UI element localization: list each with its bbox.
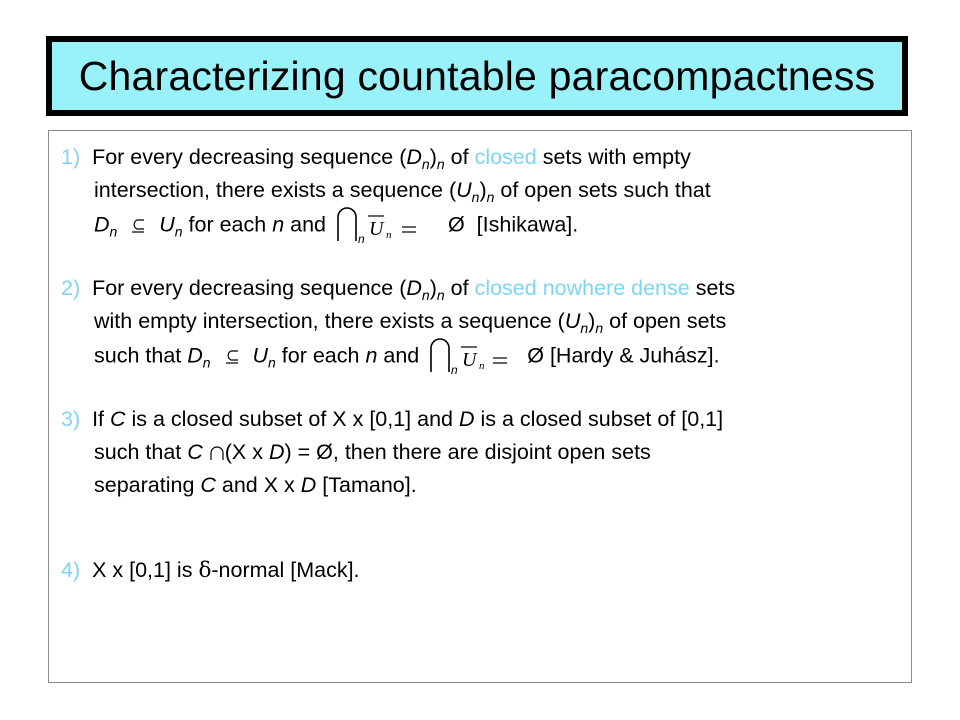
item-text: ) = Ø, then there are disjoint open sets xyxy=(284,440,651,464)
item-number: 4) xyxy=(61,558,81,582)
var-d: D xyxy=(406,276,422,300)
empty-set-symbol: Ø xyxy=(527,343,544,368)
item-number: 1) xyxy=(61,145,81,169)
item-text: such that xyxy=(94,343,188,368)
item-text: sets with empty xyxy=(536,145,691,169)
var-d: D xyxy=(94,212,110,237)
var-d: D xyxy=(187,343,203,368)
item-text: of open sets xyxy=(603,309,727,333)
var-u: U xyxy=(252,343,268,368)
subscript-n: n xyxy=(421,156,430,172)
svg-text:n: n xyxy=(358,232,365,245)
subscript-n: n xyxy=(202,354,211,371)
item-text: is a closed subset of [0,1] xyxy=(474,407,724,431)
subscript-n: n xyxy=(580,320,589,336)
list-item-4 xyxy=(61,554,901,587)
item-text: ) xyxy=(479,178,487,202)
var-d: D xyxy=(300,473,317,497)
subscript-n: n xyxy=(471,189,480,205)
var-n: n xyxy=(272,212,285,237)
svg-text:U: U xyxy=(369,218,384,240)
highlight-text: closed nowhere dense xyxy=(474,276,690,300)
svg-text:U: U xyxy=(462,349,477,371)
item-text: (X x xyxy=(224,440,269,464)
highlight-text: closed xyxy=(474,145,537,169)
item-text: If xyxy=(92,407,110,431)
content-box xyxy=(48,130,912,683)
intersection-icon xyxy=(209,445,225,461)
intersection-closure-formula-icon xyxy=(425,338,521,376)
subscript-n: n xyxy=(436,156,445,172)
subscript-n: n xyxy=(595,320,604,336)
item-text: X x [0,1] is xyxy=(92,558,199,582)
item-text: of xyxy=(444,276,475,300)
item-text: ) xyxy=(429,145,437,169)
item-text: of xyxy=(444,145,475,169)
var-d: D xyxy=(268,440,285,464)
item-text: ) xyxy=(588,309,596,333)
item-text: with empty intersection, there exists a sequence ( xyxy=(94,309,565,333)
subscript-n: n xyxy=(486,189,495,205)
subscript-n: n xyxy=(174,223,183,240)
item-text: and xyxy=(377,343,426,368)
item-text: for each xyxy=(275,343,366,368)
item-text: is a closed subset of X x [0,1] and xyxy=(125,407,459,431)
subscript-n: n xyxy=(109,223,118,240)
citation: [Hardy & Juhász]. xyxy=(549,343,720,368)
var-d: D xyxy=(458,407,475,431)
citation: [Ishikawa]. xyxy=(476,212,579,237)
item-text: For every decreasing sequence ( xyxy=(92,145,407,169)
intersection-closure-formula-icon xyxy=(332,207,442,245)
svg-text:n: n xyxy=(451,363,458,376)
empty-set-symbol: Ø xyxy=(447,212,465,237)
subset-icon xyxy=(223,349,241,365)
item-text: -normal [Mack]. xyxy=(211,558,360,582)
svg-text:n: n xyxy=(479,360,485,372)
item-text: intersection, there exists a sequence ( xyxy=(94,178,457,202)
item-text: for each xyxy=(182,212,273,237)
list-item-1 xyxy=(61,141,901,245)
delta-symbol: δ xyxy=(198,558,212,583)
var-c: C xyxy=(110,407,126,431)
item-text: such that xyxy=(94,440,188,464)
item-text: and X x xyxy=(215,473,301,497)
item-text: sets xyxy=(689,276,736,300)
var-u: U xyxy=(564,309,581,333)
item-text: of open sets such that xyxy=(494,178,711,202)
subset-icon xyxy=(129,218,147,234)
var-c: C xyxy=(187,440,203,464)
var-d: D xyxy=(406,145,422,169)
item-number: 3) xyxy=(61,407,81,431)
svg-text:n: n xyxy=(386,229,392,241)
subscript-n: n xyxy=(268,354,276,371)
list-item-3 xyxy=(61,403,901,502)
item-text: ) xyxy=(429,276,437,300)
var-u: U xyxy=(159,212,175,237)
item-number: 2) xyxy=(61,276,81,300)
item-text: For every decreasing sequence ( xyxy=(92,276,407,300)
var-u: U xyxy=(456,178,472,202)
title-box xyxy=(46,36,908,116)
subscript-n: n xyxy=(436,287,445,303)
list-item-2 xyxy=(61,272,901,376)
slide-title: Characterizing countable paracompactness xyxy=(78,52,876,99)
subscript-n: n xyxy=(421,287,430,303)
item-text: [Tamano]. xyxy=(316,473,417,497)
item-text: separating xyxy=(94,473,201,497)
var-n: n xyxy=(365,343,378,368)
var-c: C xyxy=(200,473,216,497)
item-text: and xyxy=(284,212,332,237)
